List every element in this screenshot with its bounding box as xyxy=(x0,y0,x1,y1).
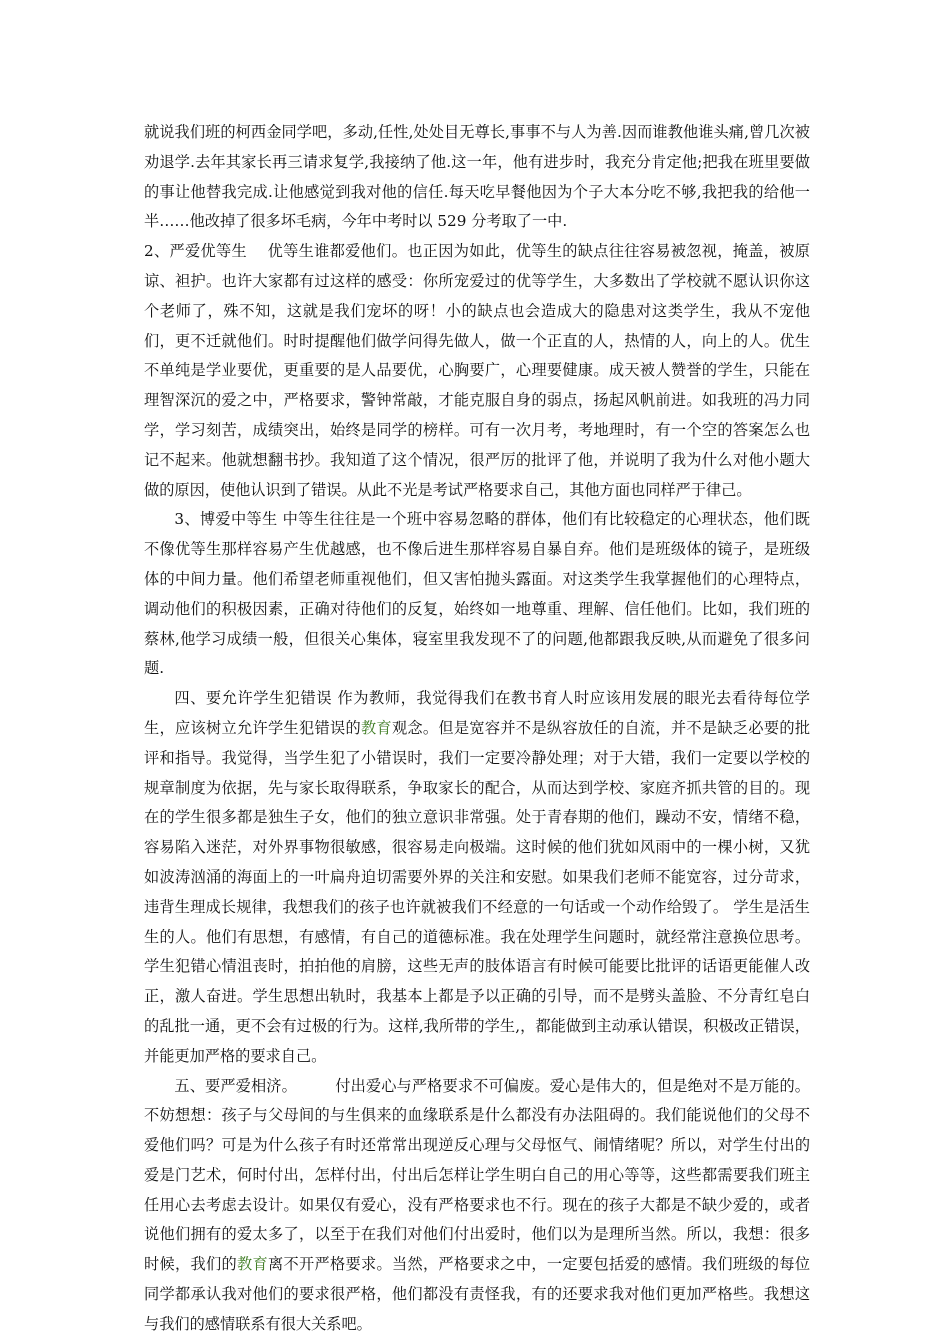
paragraph-balance-text-end: 离不开严格要求。当然，严格要求之中，一定要包括爱的感情。我们班级的每位同学都承认我对他们的要求很严格，他们都没有责怪我，有的还要求我对他们更加严格些。我想这与我们的感情联系有很大关系吧。 xyxy=(144,1255,811,1333)
paragraph-kexijin-example: 就说我们班的柯西金同学吧，多动,任性,处处目无尊长,事事不与人为善.因而谁教他谁头痛,曾几次被劝退学.去年其家长再三请求复学,我接纳了他.这一年，他有进步时，我充分肯定他;把我在班里要做的事让他替我完成.让他感觉到我对他的信任.每天吃早餐他因为个子大本分吃不够,我把我的给他一半……他改掉了很多坏毛病，今年中考时以 529 分考取了一中. xyxy=(144,123,810,231)
paragraph-allow-mistakes-text-end: 观念。但是宽容并不是纵容放任的自流，并不是缺乏必要的批评和指导。我觉得，当学生犯了小错误时，我们一定要冷静处理；对于大错，我们一定要以学校的规章制度为依据，先与家长取得联系，争取家长的配合，从而达到学校、家庭齐抓共管的目的。现在的学生很多都是独生子女，他们的独立意识非常强。处于青春期的他们，躁动不安，情绪不稳，容易陷入迷茫，对外界事物很敏感，很容易走向极端。这时候的他们犹如风雨中的一棵小树，又犹如波涛汹涌的海面上的一叶扁舟迫切需要外界的关注和安慰。如果我们老师不能宽容，过分苛求，违背生理成长规律，我想我们的孩子也许就被我们不经意的一句话或一个动作给毁了。 学生是活生生的人。他们有思想，有感情，有自己的道德标准。我在处理学生问题时，就经常注意换位思考。学生犯错心情沮丧时，拍拍他的肩膀，这些无声的肢体语言有时候可能要比批评的话语更能催人改正，激人奋进。学生思想出轨时，我基本上都是予以正确的引导，而不是劈头盖脸、不分青红皂白的乱批一通，更不会有过极的行为。这样,我所带的学生,，都能做到主动承认错误，积极改正错误，并能更加严格的要求自己。 xyxy=(144,718,811,1065)
education-link-2[interactable]: 教育 xyxy=(236,1255,268,1274)
paragraph-strict-love-top-students: 2、严爱优等生 优等生谁都爱他们。也正因为如此，优等生的缺点往往容易被忽视，掩盖，被原谅、袒护。也许大家都有过这样的感受：你所宠爱过的优等学生，大多数出了学校就不愿认识你这个老师了，殊不知，这就是我们宠坏的呀！小的缺点也会造成大的隐患对这类学生，我从不宠他们，更不迁就他们。时时提醒他们做学问得先做人，做一个正直的人，热情的人，向上的人。优生不单纯是学业要优，更重要的是人品要优，心胸要广，心理要健康。成天被人赞誉的学生，只能在理智深沉的爱之中，严格要求，警钟常敲，才能克服自身的弱点，扬起风帆前进。如我班的冯力同学，学习刻苦，成绩突出，始终是同学的榜样。可有一次月考，考地理时，有一个空的答案怎么也记不起来。他就想翻书抄。我知道了这个情况，很严厉的批评了他，并说明了我为什么对他小题大做的原因，使他认识到了错误。从此不光是考试严格要求自己，其他方面也同样严于律己。 xyxy=(144,242,810,499)
paragraph-allow-mistakes xyxy=(144,684,810,1071)
paragraph-allow-mistakes-text-start: 四、要允许学生犯错误 作为教师，我觉得我们在教书育人时应该用发展的眼光去看待每位学生，应该树立允许学生犯错误的 xyxy=(144,689,810,737)
paragraph-balance-love-strictness xyxy=(144,1072,810,1340)
paragraph-care-middle-students: 3、博爱中等生 中等生往往是一个班中容易忽略的群体，他们有比较稳定的心理状态，他们既不像优等生那样容易产生优越感，也不像后进生那样容易自暴自弃。他们是班级体的镜子，是班级体的中间力量。他们希望老师重视他们，但又害怕抛头露面。对这类学生我掌握他们的心理特点，调动他们的积极因素，正确对待他们的反复，始终如一地尊重、理解、信任他们。比如，我们班的蔡林,他学习成绩一般，但很关心集体，寝室里我发现不了的问题,他都跟我反映,从而避免了很多问题. xyxy=(144,510,810,678)
paragraph-balance-text-start: 五、要严爱相济。 付出爱心与严格要求不可偏废。爱心是伟大的，但是绝对不是万能的。不妨想想：孩子与父母间的与生俱来的血缘联系是什么都没有办法阻碍的。我们能说他们的父母不爱他们吗？可是为什么孩子有时还常常出现逆反心理与父母怄气、闹情绪呢？所以，对学生付出的爱是门艺术，何时付出，怎样付出，付出后怎样让学生明白自己的用心等等，这些都需要我们班主任用心去考虑去设计。如果仅有爱心，没有严格要求也不行。现在的孩子大都是不缺少爱的，或者说他们拥有的爱太多了，以至于在我们对他们付出爱时，他们以为是理所当然。所以，我想：很多时候，我们的 xyxy=(144,1076,810,1274)
education-link[interactable]: 教育 xyxy=(360,718,392,737)
document-body xyxy=(144,118,810,1340)
